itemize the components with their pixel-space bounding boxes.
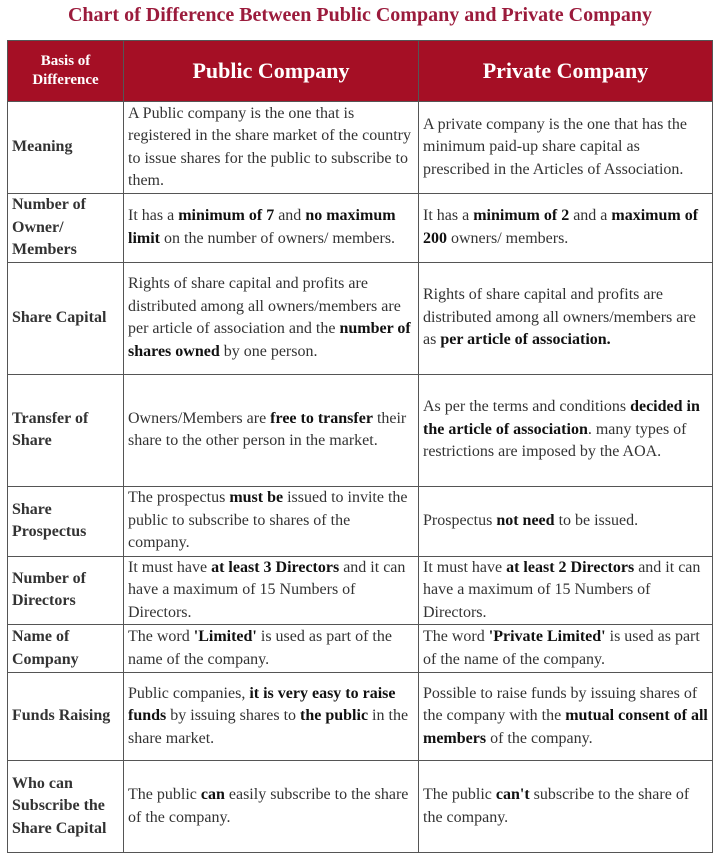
- emphasis-text: minimum of 7: [178, 207, 275, 225]
- emphasis-text: at least 3 Directors: [211, 558, 340, 576]
- cell-text: their share to the other person in the market.: [128, 409, 407, 449]
- public-company-cell: [124, 102, 419, 194]
- emphasis-text: free to transfer: [270, 409, 373, 427]
- header-private-company: Private Company: [419, 41, 713, 102]
- cell-text: of the company.: [486, 729, 593, 747]
- private-company-cell: [419, 625, 713, 673]
- public-company-cell: [124, 625, 419, 673]
- cell-text: by issuing shares to: [166, 707, 301, 725]
- chart-title: Chart of Difference Between Public Company and Private Company: [67, 4, 652, 26]
- cell-text: and it can have a maximum of 15 Numbers of Directors.: [128, 558, 406, 621]
- cell-text: A Public company is the one that is registered in the share market of the country to issue shares for the public to subscribe to them.: [128, 104, 411, 189]
- cell-text: Possible to raise funds by issuing shares of the company with the: [423, 684, 698, 725]
- cell-text: Rights of share capital and profits are distributed among all owners/members are per article of association and the: [128, 275, 401, 337]
- table-row: [8, 556, 713, 625]
- cell-text: It must have: [128, 558, 212, 576]
- private-company-cell: [419, 556, 713, 625]
- emphasis-text: 'Limited': [193, 628, 257, 645]
- cell-text: to be issued.: [554, 511, 639, 529]
- public-company-cell: [124, 673, 419, 761]
- table-row: [8, 374, 713, 486]
- emphasis-text: it is very easy to raise funds: [128, 684, 396, 725]
- emphasis-text: the public: [300, 707, 369, 725]
- table-row: [8, 486, 713, 556]
- cell-text: The public: [128, 786, 201, 803]
- cell-text: It must have: [423, 558, 507, 576]
- emphasis-text: can't: [495, 786, 530, 803]
- cell-text: is used as part of the name of the company.: [128, 628, 392, 668]
- public-company-cell: [124, 761, 419, 853]
- public-company-cell: [124, 374, 419, 486]
- private-company-cell: [419, 374, 713, 486]
- cell-text: on the number of owners/ members.: [160, 229, 396, 247]
- private-company-cell: [419, 262, 713, 374]
- basis-cell: Who can Subscribe the Share Capital: [8, 761, 124, 853]
- public-company-cell: [124, 194, 419, 263]
- cell-text: in the share market.: [128, 707, 409, 747]
- emphasis-text: mutual consent of all members: [423, 707, 708, 747]
- basis-cell: Share Prospectus: [8, 486, 124, 556]
- table-row: [8, 625, 713, 673]
- cell-text: The public: [423, 786, 496, 803]
- basis-cell: Funds Raising: [8, 673, 124, 761]
- cell-text: The word: [128, 628, 194, 645]
- cell-text: easily subscribe to the share of the company.: [128, 786, 409, 826]
- emphasis-text: not need: [496, 511, 555, 529]
- cell-text: . many types of restrictions are imposed by the AOA.: [423, 420, 687, 461]
- cell-text: is used as part of the name of the company.: [423, 628, 700, 668]
- private-company-cell: [419, 673, 713, 761]
- private-company-cell: [419, 194, 713, 263]
- public-company-cell: [124, 262, 419, 374]
- cell-text: Rights of share capital and profits are distributed among all owners/members are as: [423, 286, 696, 349]
- public-company-cell: [124, 556, 419, 625]
- cell-text: by one person.: [219, 342, 318, 360]
- header-basis: Basis of Difference: [8, 41, 124, 102]
- emphasis-text: 'Private Limited': [488, 628, 606, 645]
- table-row: [8, 673, 713, 761]
- cell-text: subscribe to the share of the company.: [423, 786, 690, 826]
- emphasis-text: number of shares owned: [128, 320, 411, 360]
- basis-cell: Meaning: [8, 102, 124, 194]
- emphasis-text: no maximum limit: [128, 207, 396, 247]
- cell-text: Owners/Members are: [128, 409, 271, 427]
- table-row: [8, 761, 713, 853]
- emphasis-text: must be: [229, 489, 284, 507]
- private-company-cell: [419, 486, 713, 556]
- table-row: [8, 102, 713, 194]
- private-company-cell: [419, 102, 713, 194]
- cell-text: issued to invite the public to subscribe to shares of the company.: [128, 489, 408, 552]
- cell-text: and: [274, 207, 306, 225]
- emphasis-text: minimum of 2: [473, 207, 570, 225]
- emphasis-text: per article of association.: [440, 331, 611, 349]
- cell-text: As per the terms and conditions: [423, 398, 631, 416]
- basis-cell: Number of Directors: [8, 556, 124, 625]
- header-public-company: Public Company: [124, 41, 419, 102]
- cell-text: Public companies,: [128, 684, 250, 702]
- basis-cell: Name of Company: [8, 625, 124, 673]
- table-row: [8, 262, 713, 374]
- emphasis-text: decided in the article of association: [423, 398, 700, 438]
- private-company-cell: [419, 761, 713, 853]
- cell-text: The word: [423, 628, 489, 645]
- basis-cell: Number of Owner/ Members: [8, 194, 124, 263]
- header-row: [8, 41, 713, 102]
- cell-text: Prospectus: [423, 511, 497, 529]
- cell-text: It has a: [128, 207, 179, 225]
- emphasis-text: at least 2 Directors: [506, 558, 635, 576]
- cell-text: It has a: [423, 207, 474, 225]
- cell-text: and it can have a maximum of 15 Numbers of Directors.: [423, 558, 701, 621]
- emphasis-text: can: [200, 786, 225, 803]
- cell-text: and a: [569, 207, 612, 225]
- cell-text: The prospectus: [128, 489, 230, 507]
- table-row: [8, 194, 713, 263]
- cell-text: owners/ members.: [447, 229, 569, 247]
- basis-cell: Transfer of Share: [8, 374, 124, 486]
- emphasis-text: maximum of 200: [423, 207, 699, 247]
- public-company-cell: [124, 486, 419, 556]
- basis-cell: Share Capital: [8, 262, 124, 374]
- comparison-table: [7, 40, 713, 853]
- cell-text: A private company is the one that has the minimum paid-up share capital as prescribed in the Articles of Association.: [423, 115, 687, 178]
